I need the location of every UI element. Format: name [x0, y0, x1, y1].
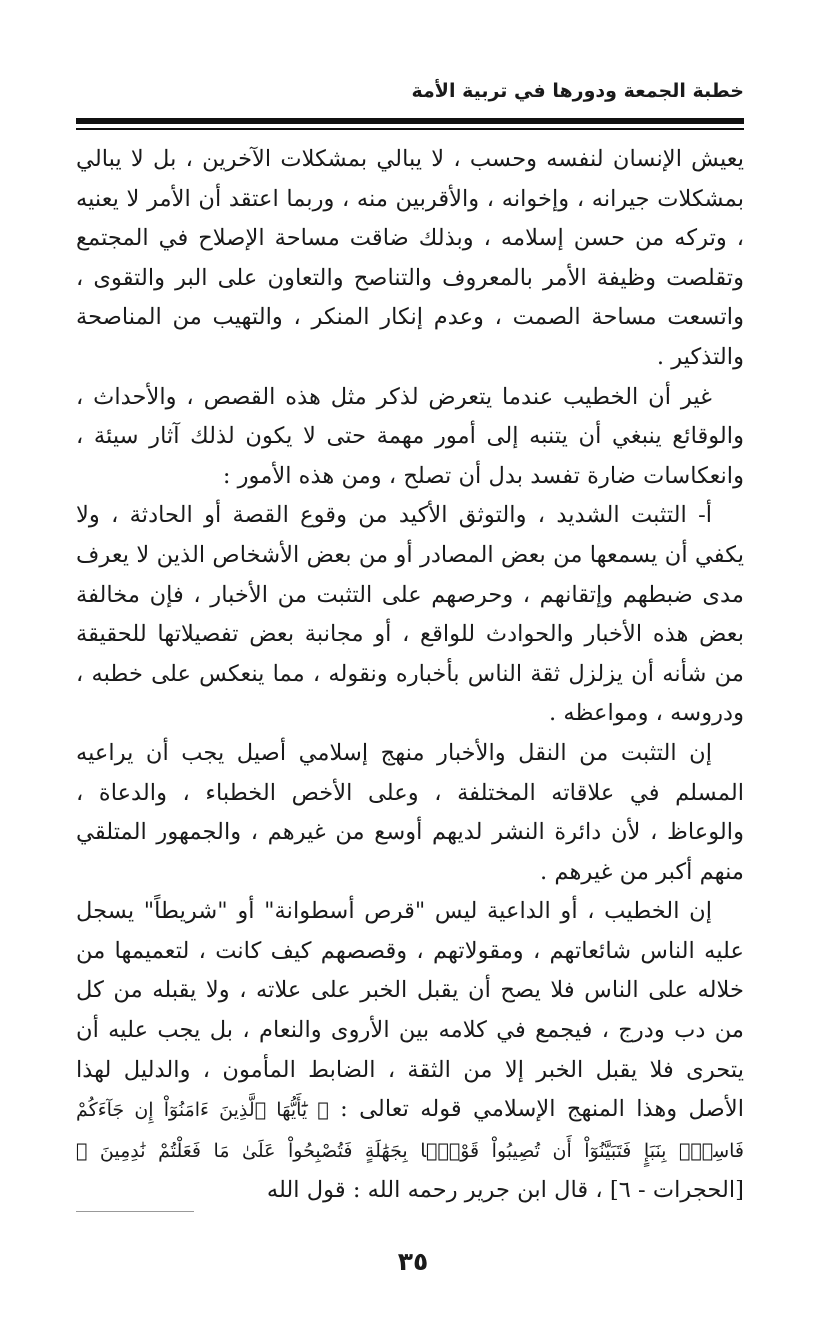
paragraph-verification: إن التثبت من النقل والأخبار منهج إسلامي أصيل يجب أن يراعيه المسلم في علاقاته المختلفة ، وعلى الأخص الخطباء ، والدعاة ، والوعاظ ، لأن دائرة النشر لديهم أوسع من غيرهم ، والجمهور المتلقي منهم أكبر من غيرهم .	[76, 739, 744, 885]
paragraph-point-a: أ- التثبت الشديد ، والتوثق الأكيد من وقوع القصة أو الحادثة ، ولا يكفي أن يسمعها من بعض المصادر أو من بعض الأشخاص الذين لا يعرف مدى ضبطهم وإتقانهم ، وحرصهم على التثبت من الأخبار ، فإن مخالفة بعض هذه الأخبار والحوادث للواقع ، أو مجانبة بعض تفصيلاتها للحقيقة من شأنه أن يزلزل ثقة الناس بأخباره ونقوله ، مما ينعكس على خطبه ، ودروسه ، ومواعظه .	[76, 502, 744, 727]
paragraph-caution: غير أن الخطيب عندما يتعرض لذكر مثل هذه القصص ، والأحداث ، والوقائع ينبغي أن يتنبه إلى أمور مهمة حتى لا يكون لذلك آثار سيئة ، وانعكاسات ضارة تفسد بدل أن تصلح ، ومن هذه الأمور :	[76, 383, 744, 489]
page-number: ٣٥	[397, 1247, 429, 1276]
paragraph-continuation: يعيش الإنسان لنفسه وحسب ، لا يبالي بمشكلات الآخرين ، بل لا يبالي بمشكلات جيرانه ، وإخوانه ، والأقربين منه ، وربما اعتقد أن الأمر لا يعنيه ، وتركه من حسن إسلامه ، وبذلك ضاقت مساحة الإصلاح في المجتمع وتقلصت وظيفة الأمر بالمعروف والتناصح والتعاون على البر والتقوى ، واتسعت مساحة الصمت ، وعدم إنكار المنكر ، والتهيب من المناصحة والتذكير .	[76, 146, 744, 370]
running-header: خطبة الجمعة ودورها في تربية الأمة	[411, 80, 744, 102]
paragraph-preacher	[76, 892, 744, 1211]
header-rule-thick	[76, 118, 744, 124]
preacher-text: إن الخطيب ، أو الداعية ليس "قرص أسطوانة" أو "شريطاً" يسجل عليه الناس شائعاتهم ، ومقولاتهم ، وقصصهم كيف كانت ، لتعميمها من خلاله على الناس فلا يصح أن يقبل الخبر على علاته ، ولا يقبله من كل من دب ودرج ، فيجمع في كلامه بين الأروى والنعام ، بل يجب عليه أن يتحرى فلا يقبل الخبر إلا من الثقة ، الضابط المأمون ، والدليل لهذا الأصل وهذا المنهج الإسلامي قوله تعالى :	[76, 898, 745, 1123]
body-text	[76, 140, 744, 1211]
verse-reference-text: [الحجرات - ٦] ، قال ابن جرير رحمه الله : قول الله	[266, 1177, 744, 1204]
header-rule-thin	[76, 128, 744, 130]
quran-verse: ﴿ يَٰٓأَيُّهَا ٱلَّذِينَ ءَامَنُوٓاْ إِن جَآءَكُمْ فَاسِقٌۢ بِنَبَإٍ فَتَبَيَّنُوٓاْ أَن تُصِيبُواْ قَوْمًۢا بِجَهَٰلَةٍ فَتُصْبِحُواْ عَلَىٰ مَا فَعَلْتُمْ نَٰدِمِينَ ﴾	[76, 1099, 744, 1162]
footnote-rule	[76, 1211, 194, 1212]
